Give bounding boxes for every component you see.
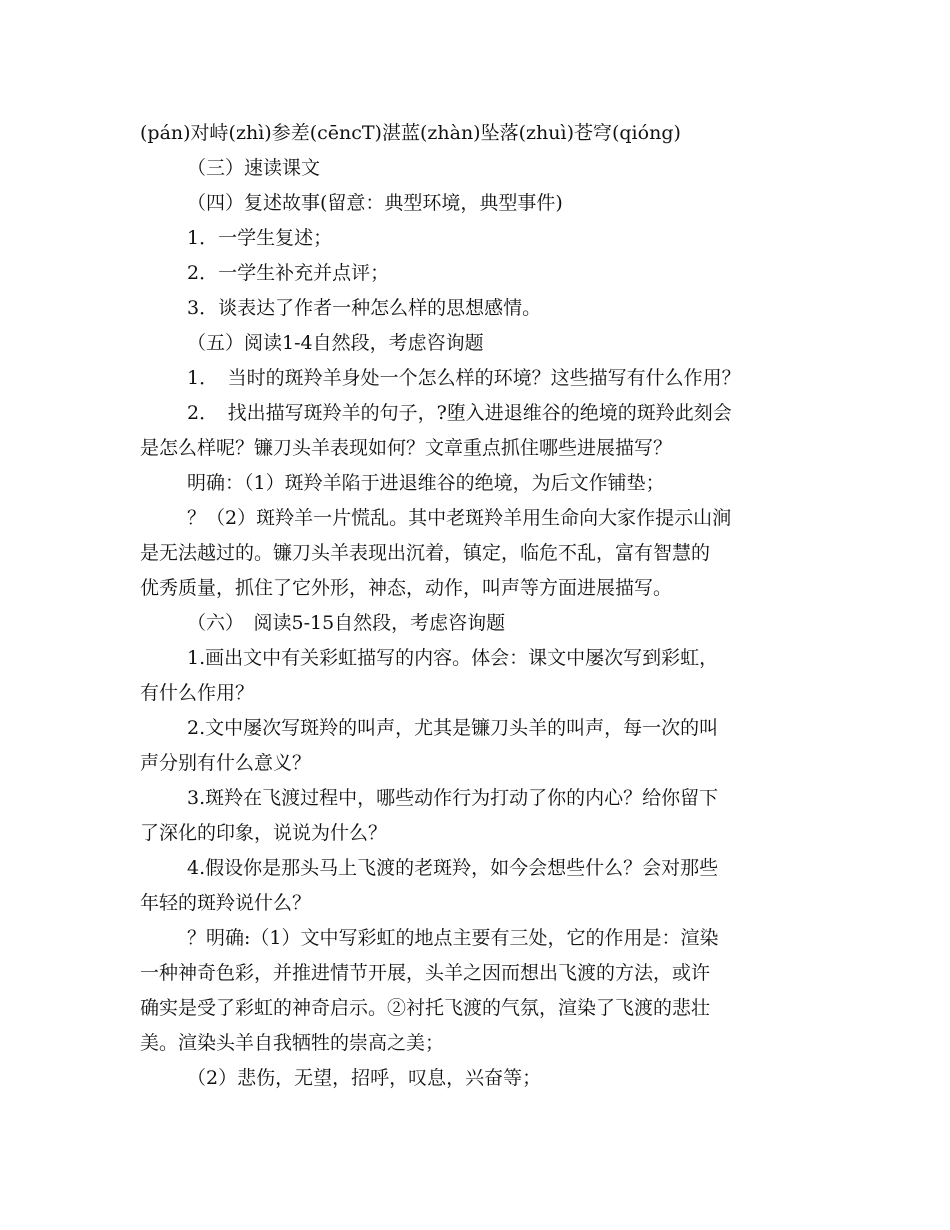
text-line-answer-calls: （2）悲伤，无望，招呼，叹息，兴奋等；	[187, 1067, 542, 1089]
text-line-answer-2: ？（2）斑羚羊一片慌乱。其中老斑羚羊用生命向大家作提示山涧	[187, 507, 732, 529]
text-line-item-1: 1．一学生复述；	[187, 227, 333, 249]
text-line-section-6: （六） 阅读5-15自然段，考虑咨询题	[187, 612, 506, 634]
text-line-question-2-cont: 是怎么样呢？镰刀头羊表现如何？文章重点抓住哪些进展描写？	[140, 437, 673, 459]
text-line-question-1: 1． 当时的斑羚羊身处一个怎么样的环境？这些描写有什么作用？	[187, 367, 741, 389]
text-line-answer-rainbow-cont: 美。渲染头羊自我牺牲的崇高之美；	[140, 1032, 445, 1054]
text-line-item-2: 2．一学生补充并点评；	[187, 262, 390, 284]
text-line-answer-rainbow: ？明确:（1）文中写彩虹的地点主要有三处，它的作用是：渲染	[187, 927, 719, 949]
text-line-item-3: 3．谈表达了作者一种怎么样的思想感情。	[187, 297, 542, 319]
text-line-task-4-cont: 年轻的斑羚说什么？	[140, 892, 312, 914]
text-line-section-3: （三）速读课文	[187, 157, 321, 179]
text-line-task-4: 4.假设你是那头马上飞渡的老斑羚，如今会想些什么？会对那些	[187, 857, 719, 879]
text-line-answer-1: 明确：（1）斑羚羊陷于进退维谷的绝境，为后文作铺垫；	[187, 472, 665, 494]
text-line-task-3: 3.斑羚在飞渡过程中，哪些动作行为打动了你的内心？给你留下	[187, 787, 719, 809]
text-line-task-1: 1.画出文中有关彩虹描写的内容。体会：课文中屡次写到彩虹，	[187, 647, 719, 669]
text-line-task-2: 2.文中屡次写斑羚的叫声，尤其是镰刀头羊的叫声，每一次的叫	[187, 717, 719, 739]
text-line-task-1-cont: 有什么作用？	[140, 682, 255, 704]
text-line-task-2-cont: 声分别有什么意义？	[140, 752, 312, 774]
text-line-section-5: （五）阅读1-4自然段，考虑咨询题	[187, 332, 484, 354]
text-line-answer-rainbow-cont: 确实是受了彩虹的神奇启示。②衬托飞渡的气氛，渲染了飞渡的悲壮	[140, 997, 711, 1019]
text-line-pinyin: (pán)对峙(zhì)参差(cēncT)湛蓝(zhàn)坠落(zhuì)苍穹(qióng)	[140, 122, 681, 144]
text-line-answer-2-cont: 是无法越过的。镰刀头羊表现出沉着，镇定，临危不乱，富有智慧的	[140, 542, 711, 564]
text-line-answer-rainbow-cont: 一种神奇色彩，并推进情节开展，头羊之因而想出飞渡的方法，或许	[140, 962, 711, 984]
text-line-task-3-cont: 了深化的印象，说说为什么？	[140, 822, 388, 844]
text-line-section-4: （四）复述故事(留意：典型环境，典型事件)	[187, 192, 563, 214]
text-line-question-2: 2． 找出描写斑羚羊的句子，?堕入进退维谷的绝境的斑羚此刻会	[187, 402, 732, 424]
text-line-answer-2-cont: 优秀质量，抓住了它外形，神态，动作，叫声等方面进展描写。	[140, 577, 673, 599]
